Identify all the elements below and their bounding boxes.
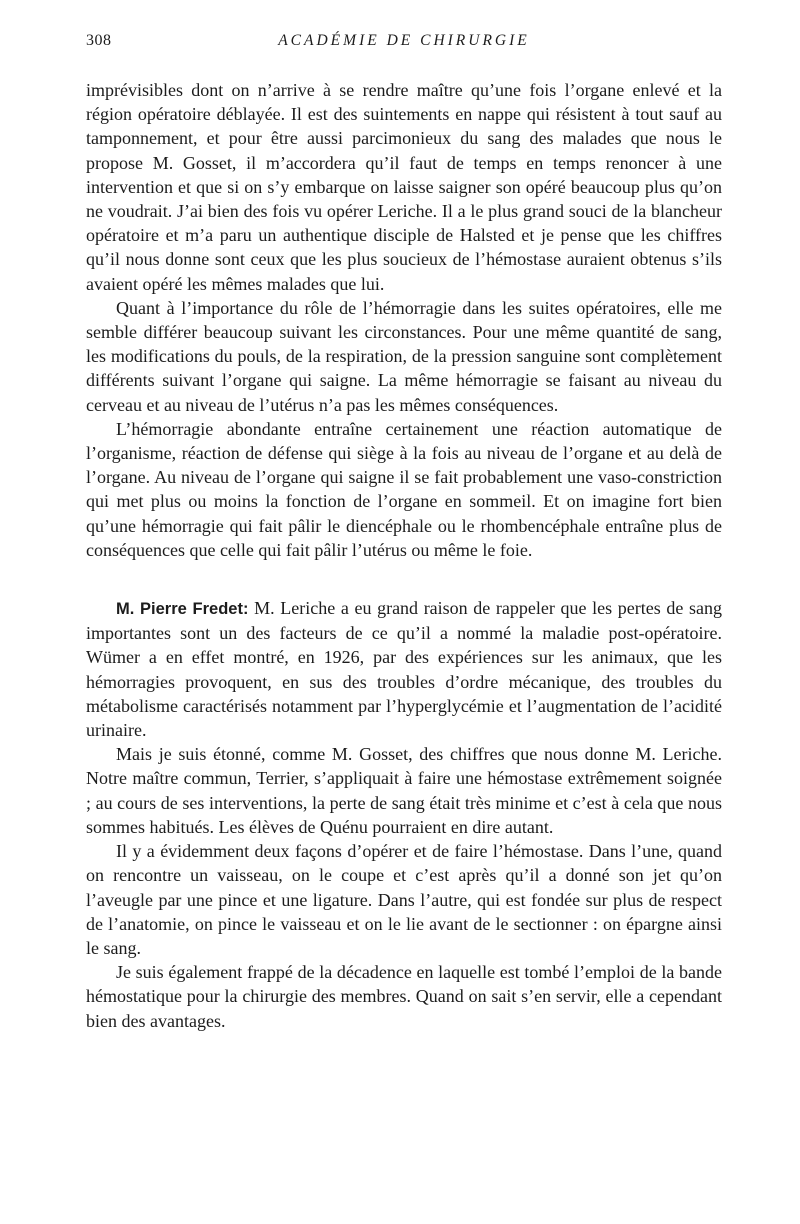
paragraph-hemostatic-band: Je suis également frappé de la décadence en laquelle est tombé l’emploi de la bande hémostatique pour la chirurgie des membres. Quand on sait s’en servir, elle a cependant bien des avantages. — [86, 962, 722, 1031]
paragraph-fredet-intervention — [86, 596, 722, 742]
paragraph-hemorrhage-role: Quant à l’importance du rôle de l’hémorragie dans les suites opératoires, elle me semble différer beaucoup suivant les circonstances. Pour une même quantité de sang, les modifications du pouls, de la respiration, de la pression sanguine sont complètement différents suivant l’organe qui saigne. La même hémorragie se faisant au niveau du cerveau et au niveau de l’utérus n’a pas les mêmes conséquences. — [86, 297, 722, 415]
speaker-text: M. Leriche a eu grand raison de rappeler que les pertes de sang importantes sont un des facteurs de ce qu’il a nommé la maladie post-opératoire. Wümer a en effet montré, en 1926, par des expériences sur les animaux, que les hémorragies provoquent, en sus des troubles d’ordre mécanique, des troubles du métabolisme caractérisés notamment par l’hyperglycémie et l’augmentation de l’acidité urinaire. — [86, 598, 722, 741]
page — [86, 32, 722, 1033]
paragraph-terrier-hemostasis: Mais je suis étonné, comme M. Gosset, des chiffres que nous donne M. Leriche. Notre maître commun, Terrier, s’appliquait à faire une hémostase extrêmement soignée ; au cours de ses interventions, la perte de sang était très minime et c’est à cela que nous sommes habitués. Les élèves de Quénu pourraient en dire autant. — [86, 744, 722, 837]
body-text — [86, 78, 722, 1033]
journal-title: ACADÉMIE DE CHIRURGIE — [278, 32, 530, 49]
running-head — [86, 32, 722, 58]
section-gap — [86, 562, 722, 596]
page-number: 308 — [86, 32, 112, 49]
paragraph-continued: imprévisibles dont on n’arrive à se rendre maître qu’une fois l’organe enlevé et la région opératoire déblayée. Il est des suintements en nappe qui résistent à tout sauf au tamponnement, et pour être aussi parcimonieux du sang des malades que nous le propose M. Gosset, il m’accordera qu’il faut de temps en temps renoncer à une intervention et que si on s’y embarque on laisse saigner son opéré beaucoup plus qu’on ne voudrait. J’ai bien des fois vu opérer Leriche. Il a le plus grand souci de la blancheur opératoire et m’a paru un authentique disciple de Halsted et je pense que les chiffres qu’il nous donne sont ceux que les plus soucieux de l’hémostase auraient obtenus s’ils avaient opéré les mêmes malades que lui. — [86, 80, 722, 294]
paragraph-organism-reaction: L’hémorragie abondante entraîne certainement une réaction automatique de l’organisme, réaction de défense qui siège à la fois au niveau de l’organe et au delà de l’organe. Au niveau de l’organe qui saigne il se fait probablement une vaso-constriction qui met plus ou moins la fonction de l’organe en sommeil. Et on imagine fort bien qu’une hémorragie qui fait pâlir le diencéphale ou le rhombencéphale entraîne plus de conséquences que celle qui fait pâlir l’utérus ou même le foie. — [86, 418, 722, 560]
speaker-name: M. Pierre Fredet: — [116, 600, 249, 619]
paragraph-two-methods: Il y a évidemment deux façons d’opérer et de faire l’hémostase. Dans l’une, quand on rencontre un vaisseau, on le coupe et c’est après qu’il a donné son jet qu’on l’aveugle par une pince et une ligature. Dans l’autre, qui est fondée sur plus de respect de l’anatomie, on pince le vaisseau et on le lie avant de le sectionner : on épargne ainsi le sang. — [86, 841, 722, 958]
